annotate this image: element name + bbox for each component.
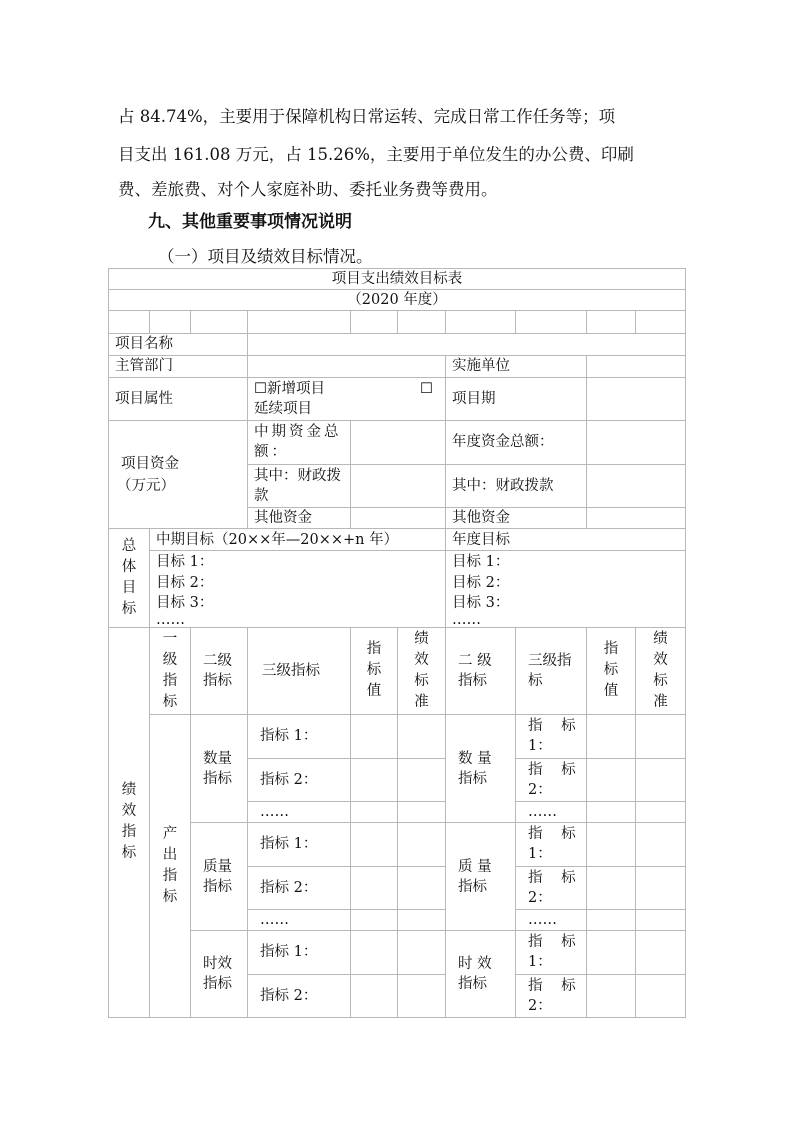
table-year: （2020 年度）	[109, 290, 686, 311]
level2-header	[191, 627, 248, 715]
mid-other-value	[351, 508, 446, 529]
quantity-ind2-value	[351, 758, 398, 801]
value-annual-text: 指标值	[603, 641, 619, 700]
quality-annual-ind2: 指 标 2：	[516, 866, 587, 909]
impl-unit-label: 实施单位	[446, 355, 587, 377]
quality-ind2-standard	[398, 866, 446, 909]
overall-goal-label	[109, 529, 150, 627]
mid-total-value	[351, 421, 446, 464]
timeliness-label	[191, 931, 248, 1018]
quality-annual-ind1-value	[587, 823, 636, 866]
annual-goal-1: 目标 1：	[452, 554, 510, 571]
quality-ind2-value	[351, 866, 398, 909]
quality-annual-text: 质 量指标	[458, 858, 492, 895]
attribute-options	[248, 377, 446, 420]
new-project-checkbox: ☐新增项目	[254, 381, 325, 398]
quality-ind2: 指标 2：	[248, 866, 351, 909]
department-value	[248, 355, 446, 377]
quantity-annual-ind2-standard	[636, 758, 686, 801]
quantity-ind1-value	[351, 715, 398, 758]
quantity-annual-more: ……	[516, 802, 587, 823]
blank-cell	[446, 311, 516, 333]
quality-more: ……	[248, 909, 351, 930]
continuing-project-checkbox: ☐	[420, 381, 433, 398]
mid-other-label: 其他资金	[248, 508, 351, 529]
perf-indicator-label	[109, 627, 150, 1017]
quantity-label	[191, 715, 248, 823]
blank-cell	[587, 311, 636, 333]
blank-cell	[398, 311, 446, 333]
table-title: 项目支出绩效目标表	[109, 269, 686, 290]
annual-total-label: 年度资金总额：	[446, 421, 587, 464]
body-line-1: 占 84.74%，主要用于保障机构日常运转、完成日常工作任务等；项	[118, 107, 616, 126]
annual-fiscal-value	[587, 464, 686, 507]
quality-annual-more: ……	[516, 909, 587, 930]
quality-more-value	[351, 909, 398, 930]
timeliness-ind2: 指标 2：	[248, 974, 351, 1017]
level3-annual-text: 三级指标	[528, 652, 572, 689]
value-text: 指标值	[366, 641, 382, 700]
quality-annual-ind1-standard	[636, 823, 686, 866]
sub-heading: （一）项目及绩效目标情况。	[158, 247, 373, 266]
quality-annual-ind2-standard	[636, 866, 686, 909]
mid-goal-2: 目标 2：	[156, 574, 214, 591]
timeliness-text: 时效指标	[203, 956, 232, 993]
level2-text: 二级指标	[203, 652, 232, 689]
standard-text: 绩效标准	[414, 630, 429, 710]
quantity-more-value	[351, 802, 398, 823]
quantity-annual-ind1: 指 标 1：	[516, 715, 587, 758]
blank-cell	[636, 311, 686, 333]
quality-ind1: 指标 1：	[248, 823, 351, 866]
timeliness-ind1: 指标 1：	[248, 931, 351, 974]
level2-header-annual	[446, 627, 516, 715]
annual-goal-label: 年度目标	[446, 529, 686, 551]
quantity-annual-more-standard	[636, 802, 686, 823]
level1-text: 一级指标	[162, 630, 178, 710]
standard-header-annual	[636, 627, 686, 715]
timeliness-annual-ind1-standard	[636, 931, 686, 974]
level3-header: 三级指标	[248, 627, 351, 715]
continuing-project-label: 延续项目	[254, 401, 312, 418]
quality-text: 质量指标	[203, 858, 232, 895]
blank-cell	[150, 311, 191, 333]
section-heading: 九、其他重要事项情况说明	[148, 212, 352, 232]
standard-header	[398, 627, 446, 715]
timeliness-annual-ind1-value	[587, 931, 636, 974]
mid-total-text: 中期资金总额：	[254, 424, 342, 461]
quality-ind1-standard	[398, 823, 446, 866]
annual-goal-2: 目标 2：	[452, 574, 510, 591]
timeliness-ind2-value	[351, 974, 398, 1017]
timeliness-ind1-standard	[398, 931, 446, 974]
mid-goal-1: 目标 1：	[156, 554, 214, 571]
annual-other-value	[587, 508, 686, 529]
funds-label-text: 项目资金	[121, 455, 179, 472]
quantity-annual-ind2-value	[587, 758, 636, 801]
blank-cell	[248, 311, 351, 333]
perf-indicator-text: 绩效指标	[121, 782, 137, 862]
annual-total-value	[587, 421, 686, 464]
value-header	[351, 627, 398, 715]
output-indicator-label	[150, 715, 191, 1018]
quantity-ind1: 指标 1：	[248, 715, 351, 758]
level2-annual-text: 二 级指标	[458, 652, 492, 689]
quality-label	[191, 823, 248, 931]
annual-goal-more: ……	[452, 611, 481, 628]
period-value	[587, 377, 686, 420]
impl-unit-value	[587, 355, 686, 377]
timeliness-annual-ind2: 指 标 2：	[516, 974, 587, 1017]
quantity-label-annual	[446, 715, 516, 823]
blank-cell	[516, 311, 587, 333]
quantity-ind1-standard	[398, 715, 446, 758]
blank-cell	[109, 311, 150, 333]
timeliness-ind1-value	[351, 931, 398, 974]
quantity-ind2-standard	[398, 758, 446, 801]
mid-fiscal-label: 其中：财政拨款	[248, 464, 351, 507]
blank-cell	[351, 311, 398, 333]
quantity-annual-ind2: 指 标 2：	[516, 758, 587, 801]
level3-header-annual	[516, 627, 587, 715]
timeliness-label-annual	[446, 931, 516, 1018]
quantity-more-standard	[398, 802, 446, 823]
mid-goal-list	[150, 551, 446, 627]
mid-goal-3: 目标 3：	[156, 595, 214, 612]
quantity-annual-ind1-value	[587, 715, 636, 758]
standard-annual-text: 绩效标准	[653, 630, 668, 710]
annual-fiscal-label: 其中：财政拨款	[446, 464, 587, 507]
blank-cell	[191, 311, 248, 333]
quality-annual-ind2-value	[587, 866, 636, 909]
overall-goal-text: 总体目标	[121, 537, 137, 617]
mid-goal-label: 中期目标（20××年—20××+n 年）	[150, 529, 446, 551]
timeliness-annual-ind2-value	[587, 974, 636, 1017]
quality-more-standard	[398, 909, 446, 930]
level1-header	[150, 627, 191, 715]
quantity-annual-text: 数 量指标	[458, 750, 492, 787]
project-name-label: 项目名称	[109, 333, 248, 355]
annual-goal-list	[446, 551, 686, 627]
quality-annual-ind1: 指 标 1：	[516, 823, 587, 866]
mid-total-label	[248, 421, 351, 464]
quantity-text: 数量指标	[203, 750, 232, 787]
annual-goal-3: 目标 3：	[452, 595, 510, 612]
value-header-annual	[587, 627, 636, 715]
timeliness-annual-text: 时 效指标	[458, 956, 492, 993]
quantity-annual-ind1-standard	[636, 715, 686, 758]
period-label: 项目期	[446, 377, 587, 420]
attribute-label: 项目属性	[109, 377, 248, 420]
quality-ind1-value	[351, 823, 398, 866]
funds-label	[109, 421, 248, 529]
quantity-annual-more-value	[587, 802, 636, 823]
body-line-2: 目支出 161.08 万元，占 15.26%，主要用于单位发生的办公费、印刷	[118, 145, 634, 164]
body-line-3: 费、差旅费、对个人家庭补助、委托业务费等费用。	[118, 180, 498, 199]
quality-annual-more-value	[587, 909, 636, 930]
department-label: 主管部门	[109, 355, 248, 377]
mid-goal-more: ……	[156, 611, 185, 628]
funds-unit: （万元）	[117, 477, 175, 494]
quality-annual-more-standard	[636, 909, 686, 930]
quantity-more: ……	[248, 802, 351, 823]
timeliness-annual-ind2-standard	[636, 974, 686, 1017]
annual-other-label: 其他资金	[446, 508, 587, 529]
quantity-ind2: 指标 2：	[248, 758, 351, 801]
project-name-value	[248, 333, 686, 355]
performance-target-table	[108, 268, 686, 1018]
timeliness-ind2-standard	[398, 974, 446, 1017]
output-text: 产出指标	[162, 826, 178, 906]
timeliness-annual-ind1: 指 标 1：	[516, 931, 587, 974]
mid-fiscal-value	[351, 464, 446, 507]
quality-label-annual	[446, 823, 516, 931]
